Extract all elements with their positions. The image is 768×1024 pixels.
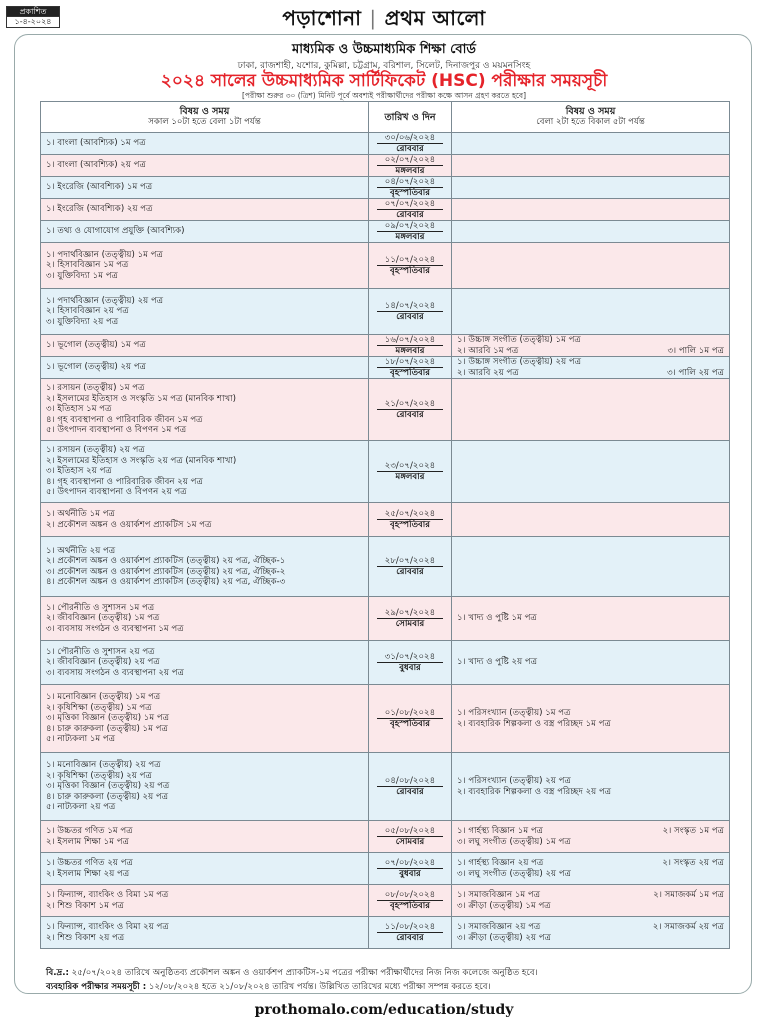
header-afternoon-session — [452, 102, 730, 133]
afternoon-subject: ১। উচ্চাঙ্গ সংগীত (তত্ত্বীয়) ১ম পত্র — [457, 335, 581, 346]
afternoon-subjects-cell — [452, 177, 730, 199]
exam-weekday: রোববার — [396, 933, 424, 943]
afternoon-subjects-cell — [452, 335, 730, 357]
morning-subjects-cell — [41, 199, 369, 221]
exam-date: ০৫/০৮/২০২৪ — [377, 826, 443, 837]
morning-subjects-cell — [41, 133, 369, 155]
exam-date: ১৪/০৭/২০২৪ — [377, 301, 443, 312]
exam-date-cell — [369, 441, 452, 503]
afternoon-subject: ২। সমাজকর্ম ১ম পত্র — [653, 890, 724, 901]
afternoon-subject-line — [457, 858, 724, 868]
exam-weekday: সোমবার — [395, 619, 425, 629]
exam-weekday: বুধবার — [399, 663, 421, 673]
table-row — [41, 821, 730, 853]
exam-weekday: রোববার — [396, 144, 424, 154]
afternoon-subject-line — [457, 657, 724, 667]
exam-weekday: মঙ্গলবার — [395, 346, 425, 356]
table-row — [41, 357, 730, 379]
afternoon-subject-line — [457, 708, 724, 718]
header-afternoon-time: বেলা ২টা হতে বিকাল ৫টা পর্যন্ত — [536, 117, 645, 127]
brand-prothom-alo: প্রথম আলো — [384, 6, 486, 30]
afternoon-subject: ২। সমাজকর্ম ২য় পত্র — [652, 922, 724, 933]
morning-subjects-cell — [41, 853, 369, 885]
morning-subject: ২। প্রকৌশল অঙ্কন ও ওয়ার্কশপ প্র্যাকটিস (তত্ত্বীয়) ২য় পত্র, ঐচ্ছিক-১ — [46, 556, 286, 567]
exam-date: ০৯/০৭/২০২৪ — [377, 221, 443, 232]
exam-weekday: বৃহস্পতিবার — [389, 520, 431, 530]
afternoon-subject-line — [457, 787, 724, 797]
afternoon-subject: ২। ব্যবহারিক শিল্পকলা ও বস্ত্র পরিচ্ছদ ১ম পত্র — [457, 718, 611, 729]
exam-date-cell — [369, 335, 452, 357]
afternoon-subjects-cell — [452, 133, 730, 155]
afternoon-subjects-cell — [452, 641, 730, 685]
exam-date-cell — [369, 177, 452, 199]
morning-subject: ৩। ব্যবসায় সংগঠন ও ব্যবস্থাপনা ১ম পত্র — [46, 623, 184, 634]
morning-subjects-cell — [41, 917, 369, 949]
afternoon-subjects-cell — [452, 685, 730, 753]
footer-url[interactable]: prothomalo.com/education/study — [254, 1002, 514, 1018]
exam-date: ০১/০৮/২০২৪ — [377, 708, 443, 719]
morning-subjects-cell — [41, 357, 369, 379]
masthead-logo — [0, 4, 768, 37]
afternoon-subject: ৩। ক্রীড়া (তত্ত্বীয়) ২য় পত্র — [457, 932, 551, 943]
afternoon-subject: ৩। ক্রীড়া (তত্ত্বীয়) ১ম পত্র — [457, 900, 551, 911]
table-row — [41, 133, 730, 155]
brand-separator: | — [369, 6, 377, 30]
table-row — [41, 753, 730, 821]
afternoon-subject-line — [457, 890, 724, 900]
header-morning-title: বিষয় ও সময় — [179, 106, 230, 117]
afternoon-subject: ১। সমাজবিজ্ঞান ২য় পত্র — [457, 922, 541, 933]
afternoon-subjects-cell — [452, 503, 730, 537]
table-row — [41, 441, 730, 503]
morning-subject: ২। শিশু বিকাশ ১ম পত্র — [46, 900, 124, 911]
afternoon-subjects-cell — [452, 597, 730, 641]
morning-subject: ২। কৃষিশিক্ষা (তত্ত্বীয়) ২য় পত্র — [46, 770, 152, 781]
table-row — [41, 853, 730, 885]
exam-date-cell — [369, 917, 452, 949]
morning-subjects-cell — [41, 441, 369, 503]
afternoon-subject: ১। গার্হস্থ্য বিজ্ঞান ২য় পত্র — [457, 858, 544, 869]
exam-weekday: রোববার — [396, 567, 424, 577]
morning-subjects-cell — [41, 335, 369, 357]
afternoon-subjects-cell — [452, 917, 730, 949]
exam-weekday: বৃহস্পতিবার — [389, 901, 431, 911]
morning-subject: ৪। চারু কারুকলা (তত্ত্বীয়) ২য় পত্র — [46, 791, 169, 802]
table-row — [41, 641, 730, 685]
morning-subject: ২। জীববিজ্ঞান (তত্ত্বীয়) ১ম পত্র — [46, 613, 160, 624]
exam-date-cell — [369, 155, 452, 177]
exam-date-cell — [369, 597, 452, 641]
afternoon-subject: ১। খাদ্য ও পুষ্টি ১ম পত্র — [457, 613, 537, 624]
exam-date-cell — [369, 753, 452, 821]
exam-date-cell — [369, 221, 452, 243]
afternoon-subject: ১। খাদ্য ও পুষ্টি ২য় পত্র — [457, 657, 538, 668]
exam-weekday: মঙ্গলবার — [395, 166, 425, 176]
afternoon-subject-line — [457, 901, 724, 911]
afternoon-subjects-cell — [452, 379, 730, 441]
morning-subject: ১। উচ্চতর গণিত ১ম পত্র — [46, 826, 133, 837]
morning-subject: ১। উচ্চতর গণিত ২য় পত্র — [46, 858, 133, 869]
morning-subject: ১। রসায়ন (তত্ত্বীয়) ১ম পত্র — [46, 383, 145, 394]
morning-subject: ১। অর্থনীতি ১ম পত্র — [46, 509, 115, 520]
morning-subject: ৩। মৃত্তিকা বিজ্ঞান (তত্ত্বীয়) ১ম পত্র — [46, 713, 170, 724]
afternoon-subject-line — [457, 826, 724, 836]
afternoon-subject: ৩। লঘু সংগীত (তত্ত্বীয়) ২য় পত্র — [457, 868, 571, 879]
afternoon-subject: ৩। লঘু সংগীত (তত্ত্বীয়) ১ম পত্র — [457, 836, 571, 847]
morning-subjects-cell — [41, 243, 369, 289]
morning-subject: ৪। প্রকৌশল অঙ্কন ও ওয়ার্কশপ প্র্যাকটিস (তত্ত্বীয়) ২য় পত্র, ঐচ্ছিক-৩ — [46, 576, 286, 587]
morning-subject: ১। পদার্থবিজ্ঞান (তত্ত্বীয়) ১ম পত্র — [46, 249, 163, 260]
afternoon-subject: ১। সমাজবিজ্ঞান ১ম পত্র — [457, 890, 541, 901]
table-row — [41, 885, 730, 917]
exam-date: ২৮/০৭/২০২৪ — [377, 556, 443, 567]
morning-subject: ১। তথ্য ও যোগাযোগ প্রযুক্তি (আবশ্যিক) — [46, 226, 185, 237]
morning-subject: ১। পদার্থবিজ্ঞান (তত্ত্বীয়) ২য় পত্র — [46, 295, 164, 306]
exam-weekday: মঙ্গলবার — [395, 472, 425, 482]
exam-date-cell — [369, 357, 452, 379]
morning-subject: ১। রসায়ন (তত্ত্বীয়) ২য় পত্র — [46, 445, 145, 456]
afternoon-subject: ৩। পালি ২য় পত্র — [667, 367, 724, 378]
morning-subjects-cell — [41, 221, 369, 243]
morning-subjects-cell — [41, 537, 369, 597]
morning-subject: ২। জীববিজ্ঞান (তত্ত্বীয়) ২য় পত্র — [46, 657, 160, 668]
morning-subject: ১। ফিন্যান্স, ব্যাংকিং ও বিমা ২য় পত্র — [46, 922, 169, 933]
morning-subject: ১। বাংলা (আবশ্যিক) ১ম পত্র — [46, 138, 146, 149]
morning-subject: ৩। ইতিহাস ২য় পত্র — [46, 466, 112, 477]
morning-subjects-cell — [41, 177, 369, 199]
afternoon-subject: ২। সংস্কৃত ২য় পত্র — [662, 858, 724, 869]
morning-subject: ২। হিসাববিজ্ঞান ২য় পত্র — [46, 306, 129, 317]
exam-weekday: রোববার — [396, 312, 424, 322]
morning-subject: ৫। নাট্যকলা ১ম পত্র — [46, 734, 116, 745]
badge-label: প্রকাশিত — [7, 7, 59, 17]
footnote-label-practical: ব্যবহারিক পরীক্ষার সময়সূচী : — [46, 982, 147, 992]
afternoon-subject-line — [457, 922, 724, 932]
afternoon-subjects-cell — [452, 853, 730, 885]
table-row — [41, 537, 730, 597]
table-row — [41, 597, 730, 641]
exam-date-cell — [369, 641, 452, 685]
afternoon-subjects-cell — [452, 289, 730, 335]
table-row — [41, 155, 730, 177]
morning-subject: ১। মনোবিজ্ঞান (তত্ত্বীয়) ১ম পত্র — [46, 692, 161, 703]
table-row — [41, 243, 730, 289]
afternoon-subjects-cell — [452, 155, 730, 177]
table-header-row — [41, 102, 730, 133]
exam-date-cell — [369, 243, 452, 289]
morning-subjects-cell — [41, 597, 369, 641]
table-row — [41, 379, 730, 441]
morning-subject: ৩। ইতিহাস ১ম পত্র — [46, 404, 112, 415]
exam-weekday: বৃহস্পতিবার — [389, 188, 431, 198]
footnote — [46, 966, 538, 994]
morning-subject: ১। পৌরনীতি ও সুশাসন ২য় পত্র — [46, 646, 155, 657]
afternoon-subject-line — [457, 368, 724, 378]
morning-subjects-cell — [41, 885, 369, 917]
footnote-text-note: ২৫/০৭/২০২৪ তারিখে অনুষ্ঠিতব্য প্রকৌশল অঙ্কন ও ওয়ার্কশপ প্র্যাকটিস-১ম পত্রের পরীক্ষা পরীক্ষার্থীদের নিজ নিজ কলেজে অনুষ্ঠিত হবে। — [71, 968, 538, 978]
exam-weekday: বৃহস্পতিবার — [389, 266, 431, 276]
morning-subjects-cell — [41, 685, 369, 753]
header-morning-session — [41, 102, 369, 133]
exam-date: ০৮/০৮/২০২৪ — [377, 890, 443, 901]
header-strip — [0, 0, 768, 32]
morning-subjects-cell — [41, 641, 369, 685]
table-row — [41, 917, 730, 949]
afternoon-subjects-cell — [452, 221, 730, 243]
exam-instruction-note: [পরীক্ষা শুরুর ৩০ (ত্রিশ) মিনিট পূর্বে অবশ্যই পরীক্ষার্থীদের পরীক্ষা কক্ষে আসন গ্রহণ করতে হবে] — [241, 91, 527, 100]
exam-date-cell — [369, 853, 452, 885]
morning-subject: ১। অর্থনীতি ২য় পত্র — [46, 545, 116, 556]
afternoon-subject-line — [457, 933, 724, 943]
header-date-day: তারিখ ও দিন — [369, 102, 452, 133]
afternoon-subject-line — [457, 869, 724, 879]
board-name: মাধ্যমিক ও উচ্চমাধ্যমিক শিক্ষা বোর্ড — [292, 42, 476, 57]
morning-subject: ২। ইসলাম শিক্ষা ১ম পত্র — [46, 836, 129, 847]
exam-date: ০৪/০৮/২০২৪ — [377, 776, 443, 787]
exam-date-cell — [369, 379, 452, 441]
morning-subject: ৫। নাট্যকলা ২য় পত্র — [46, 802, 116, 813]
morning-subject: ৫। উৎপাদন ব্যবস্থাপনা ও বিপণন ১ম পত্র — [46, 425, 187, 436]
exam-weekday: সোমবার — [395, 837, 425, 847]
morning-subject: ২। প্রকৌশল অঙ্কন ও ওয়ার্কশপ প্র্যাকটিস ১ম পত্র — [46, 519, 212, 530]
table-row — [41, 221, 730, 243]
morning-subject: ৪। গৃহ ব্যবস্থাপনা ও পারিবারিক জীবন ১ম পত্র — [46, 414, 203, 425]
afternoon-subject: ২। আরবি ১ম পত্র — [457, 345, 519, 356]
exam-date: ২৫/০৭/২০২৪ — [377, 509, 443, 520]
exam-date-cell — [369, 289, 452, 335]
morning-subject: ২। কৃষিশিক্ষা (তত্ত্বীয়) ১ম পত্র — [46, 702, 152, 713]
exam-date-cell — [369, 885, 452, 917]
exam-date: ২৯/০৭/২০২৪ — [377, 608, 443, 619]
exam-date-cell — [369, 503, 452, 537]
exam-date: ০৪/০৭/২০২৪ — [377, 177, 443, 188]
exam-date-cell — [369, 199, 452, 221]
morning-subject: ৪। গৃহ ব্যবস্থাপনা ও পারিবারিক জীবন ২য় পত্র — [46, 476, 203, 487]
badge-date: ১-৪-২০২৪ — [14, 17, 52, 26]
afternoon-subject-line — [457, 335, 724, 345]
exam-date: ১১/০৭/২০২৪ — [377, 255, 443, 266]
morning-subject: ২। শিশু বিকাশ ২য় পত্র — [46, 932, 125, 943]
morning-subject: ২। ইসলাম শিক্ষা ২য় পত্র — [46, 868, 130, 879]
morning-subject: ৩। প্রকৌশল অঙ্কন ও ওয়ার্কশপ প্র্যাকটিস (তত্ত্বীয়) ২য় পত্র, ঐচ্ছিক-২ — [46, 566, 286, 577]
header-morning-time: সকাল ১০টা হতে বেলা ১টা পর্যন্ত — [148, 117, 261, 127]
exam-date: ১৬/০৭/২০২৪ — [377, 335, 443, 346]
table-row — [41, 685, 730, 753]
morning-subjects-cell — [41, 289, 369, 335]
morning-subject: ১। পৌরনীতি ও সুশাসন ১ম পত্র — [46, 602, 155, 613]
morning-subject: ২। ইসলামের ইতিহাস ও সংস্কৃতি ১ম পত্র (মানবিক শাখা) — [46, 393, 236, 404]
afternoon-subject-line — [457, 837, 724, 847]
afternoon-subjects-cell — [452, 441, 730, 503]
morning-subject: ১। ভূগোল (তত্ত্বীয়) ১ম পত্র — [46, 340, 146, 351]
exam-schedule-table — [40, 101, 730, 949]
afternoon-subject: ১। গার্হস্থ্য বিজ্ঞান ১ম পত্র — [457, 826, 543, 837]
brand-porashona: পড়াশোনা — [282, 6, 362, 30]
exam-date: ২১/০৭/২০২৪ — [377, 399, 443, 410]
morning-subject: ৩। যুক্তিবিদ্যা ১ম পত্র — [46, 270, 118, 281]
exam-weekday: বৃহস্পতিবার — [389, 368, 431, 378]
afternoon-subject: ১। পরিসংখ্যান (তত্ত্বীয়) ২য় পত্র — [457, 776, 571, 787]
morning-subjects-cell — [41, 821, 369, 853]
morning-subject: ১। ভূগোল (তত্ত্বীয়) ২য় পত্র — [46, 362, 146, 373]
board-districts: ঢাকা, রাজশাহী, যশোর, কুমিল্লা, চট্টগ্রাম, বরিশাল, সিলেট, দিনাজপুর ও ময়মনসিংহ — [237, 61, 531, 71]
footnote-line-2 — [46, 980, 538, 994]
header-afternoon-title: বিষয় ও সময় — [565, 106, 616, 117]
footnote-text-practical: ১২/০৮/২০২৪ হতে ২১/০৮/২০২৪ তারিখ পর্যন্ত। উল্লিখিত তারিখের মধ্যে পরীক্ষা সম্পন্ন করতে হবে। — [148, 982, 491, 992]
morning-subject: ১। ফিন্যান্স, ব্যাংকিং ও বিমা ১ম পত্র — [46, 890, 169, 901]
table-row — [41, 177, 730, 199]
morning-subject: ৩। মৃত্তিকা বিজ্ঞান (তত্ত্বীয়) ২য় পত্র — [46, 781, 170, 792]
morning-subject: ১। বাংলা (আবশ্যিক) ২য় পত্র — [46, 160, 146, 171]
morning-subject: ২। ইসলামের ইতিহাস ও সংস্কৃতি ২য় পত্র (মানবিক শাখা) — [46, 455, 237, 466]
exam-weekday: বুধবার — [399, 869, 421, 879]
exam-date: ১১/০৮/২০২৪ — [377, 922, 443, 933]
afternoon-subject-line — [457, 719, 724, 729]
morning-subject: ১। মনোবিজ্ঞান (তত্ত্বীয়) ২য় পত্র — [46, 760, 161, 771]
exam-date-cell — [369, 537, 452, 597]
afternoon-subject-line — [457, 613, 724, 623]
morning-subject: ২। হিসাববিজ্ঞান ১ম পত্র — [46, 260, 129, 271]
exam-date: ১৮/০৭/২০২৪ — [377, 357, 443, 368]
exam-weekday: মঙ্গলবার — [395, 232, 425, 242]
afternoon-subjects-cell — [452, 537, 730, 597]
afternoon-subject-line — [457, 357, 724, 367]
afternoon-subject: ২। সংস্কৃত ১ম পত্র — [662, 826, 724, 837]
exam-date-cell — [369, 821, 452, 853]
exam-date: ৩১/০৭/২০২৪ — [377, 652, 443, 663]
exam-date: ০৭/০৮/২০২৪ — [377, 858, 443, 869]
table-row — [41, 289, 730, 335]
afternoon-subjects-cell — [452, 243, 730, 289]
morning-subject: ৪। চারু কারুকলা (তত্ত্বীয়) ১ম পত্র — [46, 723, 168, 734]
morning-subject: ৩। ব্যবসায় সংগঠন ও ব্যবস্থাপনা ২য় পত্র — [46, 667, 184, 678]
afternoon-subject: ৩। পালি ১ম পত্র — [667, 345, 724, 356]
table-row — [41, 335, 730, 357]
exam-date: ৩০/০৬/২০২৪ — [377, 133, 443, 144]
exam-date: ০৭/০৭/২০২৪ — [377, 199, 443, 210]
exam-weekday: রোববার — [396, 210, 424, 220]
afternoon-subjects-cell — [452, 753, 730, 821]
afternoon-subjects-cell — [452, 821, 730, 853]
afternoon-subject: ২। আরবি ২য় পত্র — [457, 367, 519, 378]
morning-subject: ১। ইংরেজি (আবশ্যিক) ১ম পত্র — [46, 182, 153, 193]
exam-date: ২৩/০৭/২০২৪ — [377, 461, 443, 472]
footnote-label-note: বি.দ্র.: — [46, 968, 69, 978]
afternoon-subjects-cell — [452, 885, 730, 917]
afternoon-subject-line — [457, 776, 724, 786]
morning-subjects-cell — [41, 503, 369, 537]
exam-date: ০২/০৭/২০২৪ — [377, 155, 443, 166]
afternoon-subject: ২। ব্যবহারিক শিল্পকলা ও বস্ত্র পরিচ্ছদ ২য় পত্র — [457, 786, 612, 797]
afternoon-subject: ১। উচ্চাঙ্গ সংগীত (তত্ত্বীয়) ২য় পত্র — [457, 357, 582, 368]
afternoon-subject: ১। পরিসংখ্যান (তত্ত্বীয়) ১ম পত্র — [457, 708, 571, 719]
morning-subjects-cell — [41, 155, 369, 177]
morning-subject: ৩। যুক্তিবিদ্যা ২য় পত্র — [46, 316, 119, 327]
morning-subject: ৫। উৎপাদন ব্যবস্থাপনা ও বিপণন ২য় পত্র — [46, 487, 187, 498]
morning-subjects-cell — [41, 379, 369, 441]
page-title: ২০২৪ সালের উচ্চমাধ্যমিক সার্টিফিকেট (HSC) পরীক্ষার সময়সূচী — [160, 71, 608, 91]
footnote-line-1 — [46, 966, 538, 980]
afternoon-subject-line — [457, 346, 724, 356]
afternoon-subjects-cell — [452, 357, 730, 379]
table-row — [41, 503, 730, 537]
exam-weekday: বৃহস্পতিবার — [389, 719, 431, 729]
exam-date-cell — [369, 685, 452, 753]
morning-subjects-cell — [41, 753, 369, 821]
morning-subject: ১। ইংরেজি (আবশ্যিক) ২য় পত্র — [46, 204, 153, 215]
table-row — [41, 199, 730, 221]
afternoon-subjects-cell — [452, 199, 730, 221]
exam-weekday: রোববার — [396, 787, 424, 797]
exam-date-cell — [369, 133, 452, 155]
exam-weekday: রোববার — [396, 410, 424, 420]
